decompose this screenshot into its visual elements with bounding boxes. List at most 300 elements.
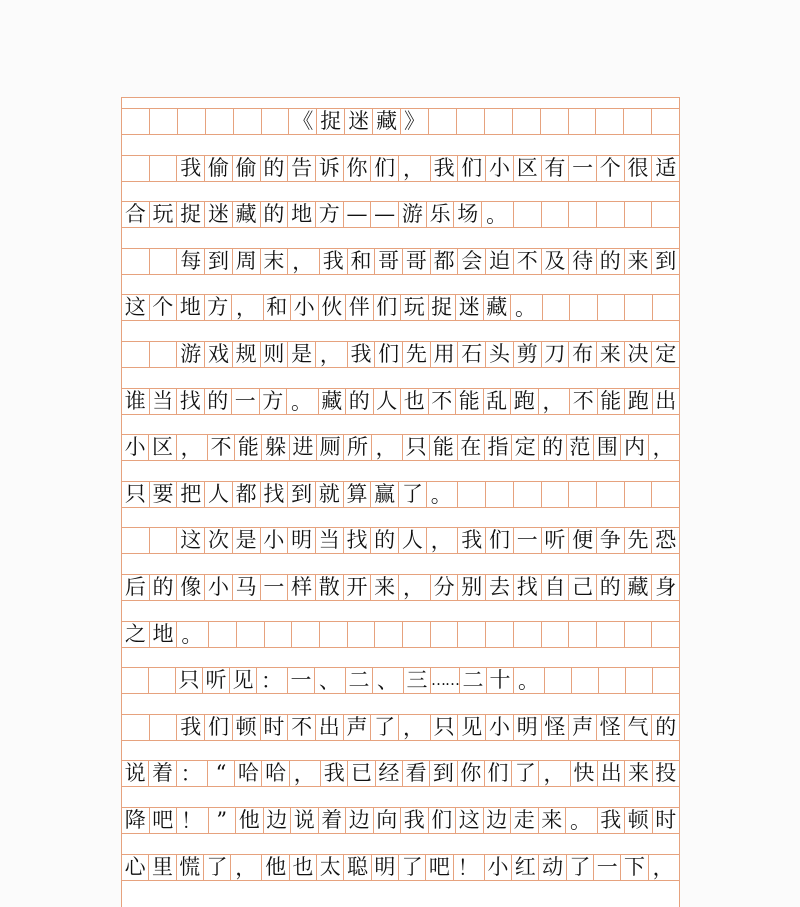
grid-row [122,667,679,694]
grid-cell-empty [569,622,597,647]
grid-cell-empty [542,482,570,507]
grid-character: 这 [122,295,150,320]
grid-character: ， [539,761,570,786]
grid-cell-empty [150,249,178,274]
grid-character: 跑 [511,389,539,414]
grid-character: 动 [539,855,566,880]
grid-character: 小 [122,435,149,460]
grid-character: 只 [431,715,459,740]
grid-character: 降 [122,808,150,833]
grid-cell-empty [652,482,679,507]
grid-character: 在 [458,435,485,460]
grid-character: 人 [205,482,233,507]
grid-row [122,481,679,508]
grid-character: 《 [289,109,317,134]
grid-cell-empty [569,109,597,134]
grid-cell-empty [542,622,570,647]
grid-character: 场 [454,202,482,227]
grid-character: 气 [625,715,653,740]
composition-grid-paper [121,97,680,907]
grid-character: 方 [316,202,344,227]
grid-character: 找 [514,575,542,600]
grid-character: ， [288,249,320,274]
grid-character: 。 [511,295,543,320]
grid-cell-empty [599,668,626,693]
grid-row [122,201,679,228]
grid-character: 个 [597,156,625,181]
grid-character: 的 [597,575,625,600]
grid-character: 进 [290,435,317,460]
grid-cell-empty [572,668,599,693]
grid-character: 找 [344,528,372,553]
grid-cell-empty [150,715,178,740]
grid-cell-empty [122,715,150,740]
grid-character: 把 [177,482,205,507]
grid-character: 争 [597,528,625,553]
grid-character: 每 [177,249,205,274]
grid-character: ， [290,761,321,786]
grid-character: ， [652,855,674,880]
grid-character: 哥 [403,249,431,274]
grid-character: 了 [399,482,427,507]
grid-character: ， [177,435,208,460]
grid-character: 来 [371,575,399,600]
grid-character: 一 [594,855,621,880]
grid-character: 围 [594,435,621,460]
grid-character: 规 [233,342,261,367]
grid-cell-empty [596,109,624,134]
grid-character: ！ [177,808,209,833]
grid-character: 则 [261,342,289,367]
grid-cell-empty [545,668,572,693]
grid-cell-empty [653,295,680,320]
grid-character: 。 [287,389,319,414]
grid-character: 指 [485,435,512,460]
grid-character: 们 [486,528,514,553]
grid-character: 们 [374,295,402,320]
grid-character: 不 [429,389,457,414]
grid-row [122,760,679,787]
grid-character: 地 [177,295,205,320]
grid-character: 捉 [317,109,345,134]
grid-character: 分 [431,575,459,600]
grid-cell-empty [625,202,653,227]
grid-character: 来 [539,808,567,833]
grid-cell-empty [150,156,178,181]
grid-character: 不 [208,435,235,460]
grid-cell-empty [624,109,652,134]
grid-character: 来 [625,761,652,786]
grid-cell-empty [543,295,571,320]
grid-cell-empty [265,622,293,647]
grid-character: 看 [403,761,430,786]
grid-character: 躲 [262,435,289,460]
grid-character: 范 [567,435,594,460]
grid-character: 当 [150,389,178,414]
grid-row [122,434,679,461]
grid-cell-empty [122,109,150,134]
grid-cell-empty [486,482,514,507]
grid-character: 的 [261,202,289,227]
grid-cell-empty [292,622,320,647]
grid-character: 投 [655,761,677,786]
grid-character: 的 [346,389,374,414]
grid-cell-empty [150,109,178,134]
grid-cell-empty [598,295,626,320]
grid-character: 二 [346,668,373,693]
grid-character: 们 [458,156,486,181]
grid-character: 了 [567,855,594,880]
grid-character: 捉 [177,202,205,227]
grid-character: “ [208,761,235,786]
grid-character: 着 [149,761,176,786]
grid-cell-empty [513,109,541,134]
grid-character: 布 [569,342,597,367]
grid-cell-empty [457,109,485,134]
grid-character: 下 [621,855,648,880]
grid-character: 都 [233,482,261,507]
grid-character: 去 [486,575,514,600]
grid-row [122,341,679,368]
grid-character: 一 [514,528,542,553]
grid-cell-empty [652,109,679,134]
grid-character: …… [431,668,460,693]
grid-character: 你 [344,156,372,181]
grid-character: 说 [291,808,319,833]
grid-cell-empty [458,622,486,647]
grid-character: 的 [371,528,399,553]
grid-cell-empty [149,668,176,693]
grid-character: 迫 [486,249,514,274]
grid-cell-empty [653,668,679,693]
grid-character: 所 [344,435,371,460]
grid-character: 游 [177,342,205,367]
grid-character: ， [399,156,431,181]
grid-character: 个 [150,295,178,320]
grid-character: 我 [177,715,205,740]
grid-cell-empty [514,202,542,227]
grid-character: 散 [316,575,344,600]
grid-character: 不 [514,249,542,274]
grid-character: ， [316,342,348,367]
grid-character: 声 [344,715,372,740]
grid-character: 到 [205,249,233,274]
grid-character: 我 [177,156,205,181]
grid-character: 顿 [233,715,261,740]
grid-character: ， [372,435,403,460]
grid-character: 了 [371,715,399,740]
grid-character: 。 [514,668,545,693]
grid-character: 。 [427,482,459,507]
grid-character: 都 [431,249,459,274]
grid-character: 哈 [262,761,289,786]
grid-character: 小 [485,855,512,880]
grid-character: 是 [233,528,261,553]
grid-character: 很 [625,156,653,181]
grid-character: 恐 [655,528,677,553]
grid-character: 向 [374,808,402,833]
grid-row [122,527,679,554]
grid-character: 定 [655,342,677,366]
grid-cell-empty [122,342,150,367]
grid-character: 听 [542,528,570,553]
grid-character: 。 [482,202,514,227]
grid-cell-empty [597,622,625,647]
grid-character: 区 [149,435,176,460]
grid-character: 已 [348,761,375,786]
grid-character: 跑 [625,389,653,414]
grid-character: 了 [204,855,231,880]
grid-character: 他 [236,808,264,833]
grid-character: 次 [205,528,233,553]
grid-character: ： [177,761,208,786]
grid-cell-empty [569,482,597,507]
grid-character: 偷 [233,156,261,181]
grid-character: 聪 [344,855,371,880]
grid-character: ， [652,436,674,461]
grid-character: 了 [512,761,539,786]
grid-character: 们 [375,342,403,367]
grid-character: 声 [569,715,597,740]
grid-character: 明 [514,715,542,740]
grid-character: 藏 [484,295,512,320]
grid-character: 诉 [316,156,344,181]
grid-character: 到 [655,248,677,273]
grid-character: 地 [150,622,178,647]
grid-character: 玩 [150,202,178,227]
grid-character: 。 [566,808,598,833]
grid-cell-empty [570,295,598,320]
grid-character: 里 [149,855,176,880]
grid-character: 二 [460,668,487,693]
grid-character: 能 [456,389,484,414]
grid-character: 哥 [375,249,403,274]
grid-character: 算 [344,482,372,507]
grid-character: 用 [431,342,459,367]
grid-character: 听 [203,668,230,693]
grid-character: 方 [205,295,233,320]
grid-character: 小 [486,156,514,181]
grid-character: 定 [512,435,539,460]
grid-character: 出 [655,388,677,413]
grid-cell-empty [625,295,653,320]
grid-character: 自 [542,575,570,600]
grid-character: 》 [401,109,429,134]
grid-character: 说 [122,761,149,786]
grid-character: 适 [655,155,677,180]
grid-character: 慌 [177,855,204,880]
grid-character: 捉 [429,295,457,320]
grid-cell-empty [375,622,403,647]
grid-cell-empty [486,622,514,647]
grid-character: 的 [205,389,233,414]
grid-character: 我 [321,761,348,786]
grid-character: 便 [569,528,597,553]
grid-character: 只 [403,435,430,460]
grid-character: 决 [625,342,653,367]
grid-row [122,854,679,881]
grid-cell-empty [652,622,679,647]
grid-character: 区 [514,156,542,181]
grid-character: ， [427,528,459,553]
grid-row [122,621,679,648]
grid-character: 伴 [346,295,374,320]
grid-cell-empty [262,109,290,134]
grid-character: 边 [264,808,292,833]
grid-cell-empty [403,622,431,647]
grid-character: 玩 [401,295,429,320]
grid-character: 我 [598,808,626,833]
grid-cell-empty [122,156,150,181]
grid-character: — [371,202,399,227]
grid-character: 迷 [456,295,484,320]
grid-character: 边 [346,808,374,833]
grid-character: 时 [655,808,677,832]
grid-character: 出 [316,715,344,740]
grid-character: 一 [569,156,597,181]
grid-character: 我 [348,342,376,367]
grid-character: 内 [621,435,648,460]
grid-character: 当 [316,528,344,553]
grid-cell-empty [514,482,542,507]
grid-character: 剪 [514,342,542,367]
grid-character: ： [257,668,288,693]
grid-row [122,388,679,415]
grid-character: 一 [288,668,315,693]
grid-row [122,574,679,601]
grid-character: ， [232,295,264,320]
grid-character: 只 [176,668,203,693]
grid-character: 是 [288,342,316,367]
grid-character: 石 [458,342,486,367]
grid-character: 三 [404,668,431,693]
grid-character: 时 [261,715,289,740]
grid-character: 己 [569,575,597,600]
grid-character: 谁 [122,389,150,414]
grid-character: 迷 [205,202,233,227]
grid-character: 。 [177,622,209,647]
grid-row [122,294,679,321]
grid-character: 藏 [319,389,347,414]
grid-character: ， [399,715,431,740]
grid-character: 们 [485,761,512,786]
grid-character: 周 [233,249,261,274]
grid-character: 一 [232,389,260,414]
grid-character: 他 [262,855,289,880]
grid-cell-empty [234,109,262,134]
grid-character: 不 [288,715,316,740]
grid-character: 刀 [542,342,570,367]
title-row [122,108,679,135]
grid-cell-empty [429,109,457,134]
grid-cell-empty [150,342,178,367]
grid-character: 就 [316,482,344,507]
grid-character: 合 [122,202,150,227]
grid-character: 太 [317,855,344,880]
grid-character: 红 [512,855,539,880]
grid-character: 厕 [317,435,344,460]
grid-character: 和 [264,295,292,320]
grid-character: ， [539,389,571,414]
grid-character: 和 [348,249,376,274]
grid-character: 开 [344,575,372,600]
grid-character: 能 [430,435,457,460]
grid-cell-empty [541,109,569,134]
grid-character: 身 [655,575,677,599]
grid-character: 及 [542,249,570,274]
grid-character: 着 [319,808,347,833]
grid-character: 别 [458,575,486,600]
grid-character: 我 [320,249,348,274]
grid-row [122,155,679,182]
grid-character: 出 [598,761,625,786]
grid-character: 找 [177,389,205,414]
grid-cell-empty [458,482,486,507]
grid-character: 也 [401,389,429,414]
grid-character: 游 [399,202,427,227]
grid-character: 这 [456,808,484,833]
grid-character: 这 [177,528,205,553]
grid-character: 顿 [625,808,653,833]
grid-character: 藏 [373,109,401,134]
grid-character: 我 [401,808,429,833]
grid-character: 走 [511,808,539,833]
grid-cell-empty [122,249,150,274]
grid-character: 到 [288,482,316,507]
grid-character: 能 [235,435,262,460]
grid-character: 小 [261,528,289,553]
grid-character: 见 [230,668,257,693]
grid-character: 小 [486,715,514,740]
grid-character: 赢 [371,482,399,507]
grid-character: 来 [625,249,653,274]
grid-character: 怪 [597,715,625,740]
grid-character: 你 [458,761,485,786]
grid-character: 来 [597,342,625,367]
grid-character: 人 [399,528,427,553]
grid-character: 边 [484,808,512,833]
grid-character: 告 [288,156,316,181]
grid-character: 经 [376,761,403,786]
grid-character: 心 [122,855,149,880]
grid-character: ” [209,808,237,833]
grid-character: 先 [403,342,431,367]
grid-cell-empty [625,622,653,647]
grid-row [122,807,679,834]
grid-character: ， [399,575,431,600]
grid-character: 了 [399,855,426,880]
grid-character: 快 [571,761,598,786]
grid-character: 藏 [625,575,653,600]
grid-cell-empty [122,668,149,693]
grid-character: 我 [458,528,486,553]
grid-cell-empty [237,622,265,647]
grid-character: 的 [597,249,625,274]
grid-character: 能 [598,389,626,414]
grid-cell-empty [542,202,570,227]
grid-cell-empty [348,622,376,647]
grid-cell-empty [625,482,653,507]
grid-character: 的 [655,714,677,739]
grid-character: 要 [150,482,178,507]
grid-character: 方 [260,389,288,414]
grid-character: 、 [373,668,404,693]
grid-cell-empty [320,622,348,647]
grid-character: 样 [288,575,316,600]
grid-character: 十 [487,668,514,693]
grid-character: 人 [374,389,402,414]
grid-cell-empty [597,202,625,227]
